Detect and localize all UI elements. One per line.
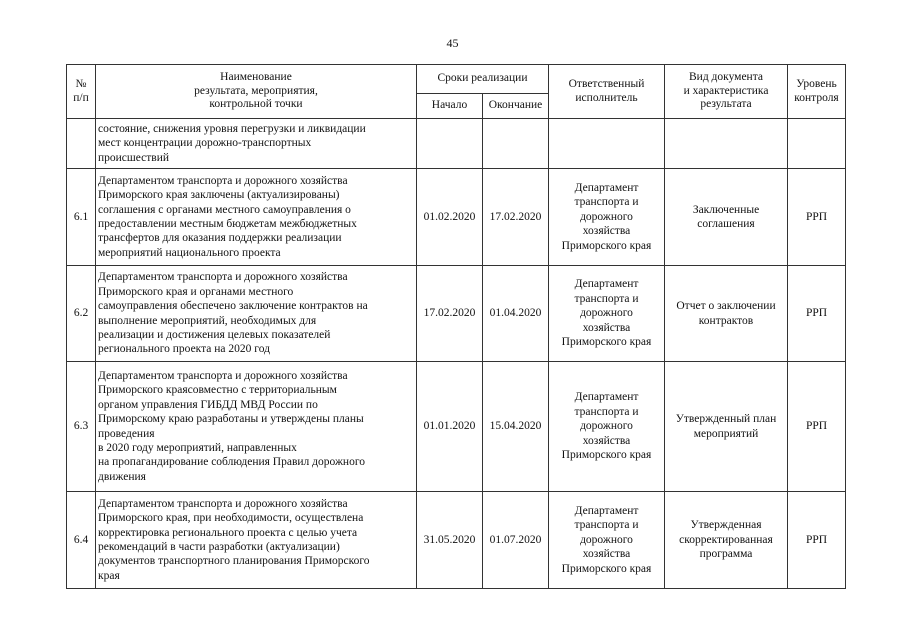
header-level: Уровень контроля xyxy=(788,65,846,119)
header-terms: Сроки реализации xyxy=(417,65,549,94)
row-executor: Департамент транспорта и дорожного хозяйства Приморского края xyxy=(549,169,665,266)
row-doc: Утвержденный план мероприятий xyxy=(665,362,788,492)
header-executor: Ответственный исполнитель xyxy=(549,65,665,119)
row-num: 6.4 xyxy=(67,492,96,589)
header-doc: Вид документа и характеристика результата xyxy=(665,65,788,119)
row-level: РРП xyxy=(788,169,846,266)
header-end: Окончание xyxy=(483,94,549,119)
row-end xyxy=(483,119,549,169)
table-row xyxy=(67,266,846,362)
row-executor: Департамент транспорта и дорожного хозяйства Приморского края xyxy=(549,266,665,362)
row-executor: Департамент транспорта и дорожного хозяйства Приморского края xyxy=(549,492,665,589)
row-doc xyxy=(665,119,788,169)
row-name: Департаментом транспорта и дорожного хозяйства Приморского края, при необходимости, осуществлена корректировка регионального проекта с целью учета рекомендаций в части разработки (актуализации) документов транспортного планирования Приморского края xyxy=(96,492,417,589)
row-end: 01.04.2020 xyxy=(483,266,549,362)
table-row xyxy=(67,492,846,589)
row-level xyxy=(788,119,846,169)
row-name: Департаментом транспорта и дорожного хозяйства Приморского краясовместно с территориальным органом управления ГИБДД МВД России по Приморскому краю разработаны и утверждены планы проведения в 2020 году мероприятий, направленных на пропагандирование соблюдения Правил дорожного движения xyxy=(96,362,417,492)
row-num: 6.2 xyxy=(67,266,96,362)
row-start: 01.02.2020 xyxy=(417,169,483,266)
row-doc: Заключенные соглашения xyxy=(665,169,788,266)
table-header xyxy=(67,65,846,119)
row-executor xyxy=(549,119,665,169)
row-name: Департаментом транспорта и дорожного хозяйства Приморского края заключены (актуализированы) соглашения с органами местного самоуправления о предоставлении местным бюджетам межбюджетных трансфертов для оказания поддержки реализации мероприятий национального проекта xyxy=(96,169,417,266)
header-name: Наименование результата, мероприятия, контрольной точки xyxy=(96,65,417,119)
row-num xyxy=(67,119,96,169)
table-row xyxy=(67,119,846,169)
row-start xyxy=(417,119,483,169)
page-number: 45 xyxy=(446,36,459,50)
results-table xyxy=(66,64,846,589)
row-start: 01.01.2020 xyxy=(417,362,483,492)
row-end: 17.02.2020 xyxy=(483,169,549,266)
row-level: РРП xyxy=(788,492,846,589)
header-num: № п/п xyxy=(67,65,96,119)
row-executor: Департамент транспорта и дорожного хозяйства Приморского края xyxy=(549,362,665,492)
row-name: Департаментом транспорта и дорожного хозяйства Приморского края и органами местного самоуправления обеспечено заключение контрактов на выполнение мероприятий, необходимых для реализации и достижения целевых показателей регионального проекта на 2020 год xyxy=(96,266,417,362)
row-name: состояние, снижения уровня перегрузки и ликвидации мест концентрации дорожно-транспортных происшествий xyxy=(96,119,417,169)
row-start: 31.05.2020 xyxy=(417,492,483,589)
row-level: РРП xyxy=(788,362,846,492)
header-start: Начало xyxy=(417,94,483,119)
row-num: 6.1 xyxy=(67,169,96,266)
table-row xyxy=(67,169,846,266)
row-end: 15.04.2020 xyxy=(483,362,549,492)
row-num: 6.3 xyxy=(67,362,96,492)
row-doc: Отчет о заключении контрактов xyxy=(665,266,788,362)
row-level: РРП xyxy=(788,266,846,362)
row-doc: Утвержденная скорректированная программа xyxy=(665,492,788,589)
table-row xyxy=(67,362,846,492)
row-start: 17.02.2020 xyxy=(417,266,483,362)
row-end: 01.07.2020 xyxy=(483,492,549,589)
